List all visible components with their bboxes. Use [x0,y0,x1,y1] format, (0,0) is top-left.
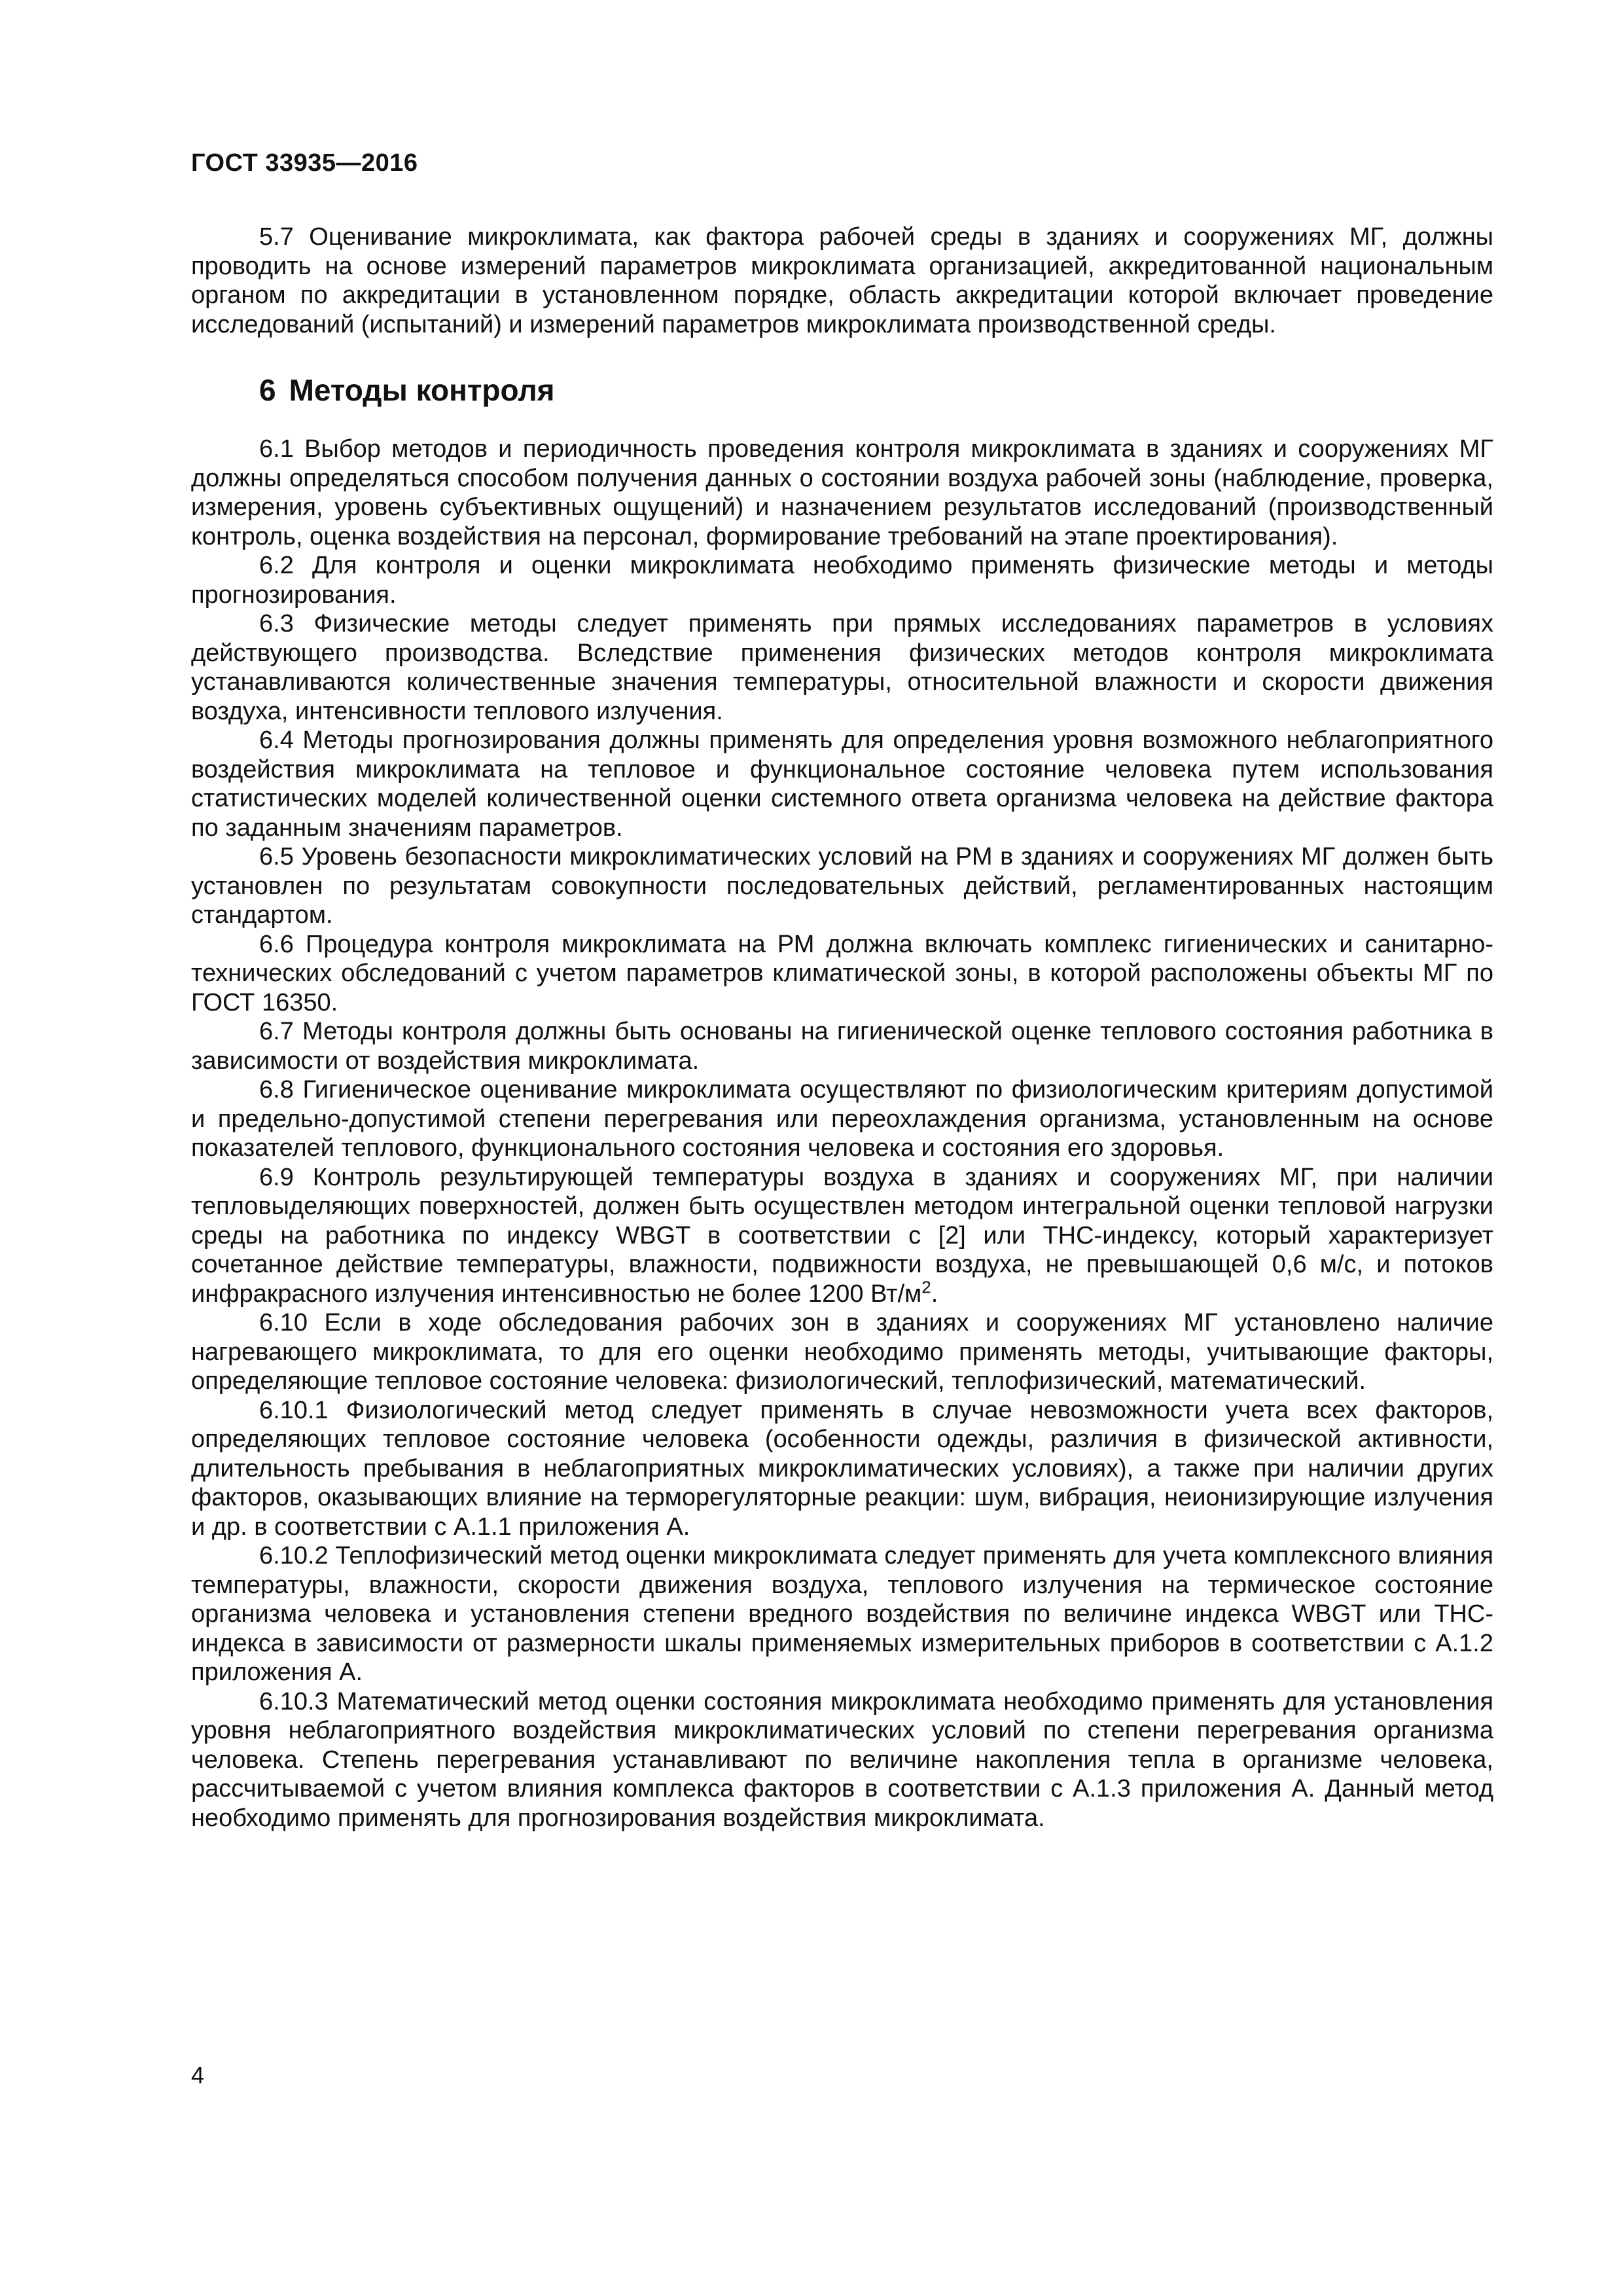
paragraph-6-10-3: 6.10.3 Математический метод оценки состояния микроклимата необходимо применять для установления уровня неблагоприятного воздействия микроклиматических условий по степени перегревания организма человека. Степень перегревания устанавливают по величине накопления тепла в организме человека, рассчитываемой с учетом влияния комплекса факторов в соответствии с А.1.3 приложения А. Данный метод необходимо применять для прогнозирования воздействия микроклимата. [191,1687,1493,1832]
paragraph-6-6: 6.6 Процедура контроля микроклимата на РМ должна включать комплекс гигиенических и санитарно-технических обследований с учетом параметров климатической зоны, в которой расположены объекты МГ по ГОСТ 16350. [191,930,1493,1016]
paragraph-6-9-text: 6.9 Контроль результирующей температуры воздуха в зданиях и сооружениях МГ, при наличии тепловыделяющих поверхностей, должен быть осуществлен методом интегральной оценки тепловой нагрузки среды на работника по индексу WBGT в соответствии с [2] или ТНС-индексу, который характеризует сочетанное действие температуры, влажности, подвижности воздуха, не превышающей 0,6 м/с, и потоков инфракрасного излучения интенсивностью не более 1200 Вт/м [191,1163,1493,1308]
paragraph-6-3: 6.3 Физические методы следует применять при прямых исследованиях параметров в условиях действующего производства. Вследствие применения физических методов контроля микроклимата устанавливаются количественные значения температуры, относительной влажности и скорости движения воздуха, интенсивности теплового излучения. [191,610,1493,725]
section-number: 6 [259,373,276,407]
paragraph-6-2: 6.2 Для контроля и оценки микроклимата необходимо применять физические методы и методы прогнозирования. [191,552,1493,609]
section-heading [259,372,1493,408]
document-code-header: ГОСТ 33935—2016 [191,149,418,177]
paragraph-6-4: 6.4 Методы прогнозирования должны применять для определения уровня возможного неблагоприятного воздействия микроклимата на тепловое и функциональное состояние человека путем использования статистических моделей количественной оценки системного ответа организма человека на действие фактора по заданным значениям параметров. [191,726,1493,842]
paragraph-6-1: 6.1 Выбор методов и периодичность проведения контроля микроклимата в зданиях и сооружениях МГ должны определяться способом получения данных о состоянии воздуха рабочей зоны (наблюдение, проверка, измерения, уровень субъективных ощущений) и назначением результатов исследований (производственный контроль, оценка воздействия на персонал, формирование требований на этапе проектирования). [191,435,1493,550]
paragraph-6-9 [191,1163,1493,1309]
paragraph-5-7: 5.7 Оценивание микроклимата, как фактора рабочей среды в зданиях и сооружениях МГ, должны проводить на основе измерений параметров микроклимата организацией, аккредитованной национальным органом по аккредитации в установленном порядке, область аккредитации которой включает проведение исследований (испытаний) и измерений параметров микроклимата производственной среды. [191,223,1493,338]
paragraph-6-9-end: . [931,1280,938,1308]
section-title: Методы контроля [289,373,555,407]
page-number: 4 [191,2062,205,2089]
paragraph-6-10-1: 6.10.1 Физиологический метод следует применять в случае невозможности учета всех факторов, определяющих тепловое состояние человека (особенности одежды, различия в физической активности, длительность пребывания в неблагоприятных микроклиматических условиях), а также при наличии других факторов, оказывающих влияние на терморегуляторные реакции: шум, вибрация, неионизирующие излучения и др. в соответствии с А.1.1 приложения А. [191,1396,1493,1541]
document-body [191,223,1493,1833]
superscript-2: 2 [921,1276,931,1297]
paragraph-6-7: 6.7 Методы контроля должны быть основаны на гигиенической оценке теплового состояния работника в зависимости от воздействия микроклимата. [191,1018,1493,1075]
paragraph-6-8: 6.8 Гигиеническое оценивание микроклимата осуществляют по физиологическим критериям допустимой и предельно-допустимой степени перегревания или переохлаждения организма, установленным на основе показателей теплового, функционального состояния человека и состояния его здоровья. [191,1076,1493,1162]
paragraph-6-10: 6.10 Если в ходе обследования рабочих зон в зданиях и сооружениях МГ установлено наличие нагревающего микроклимата, то для его оценки необходимо применять методы, учитывающие факторы, определяющие тепловое состояние человека: физиологический, теплофизический, математический. [191,1309,1493,1395]
paragraph-6-5: 6.5 Уровень безопасности микроклиматических условий на РМ в зданиях и сооружениях МГ должен быть установлен по результатам совокупности последовательных действий, регламентированных настоящим стандартом. [191,843,1493,929]
paragraph-6-10-2: 6.10.2 Теплофизический метод оценки микроклимата следует применять для учета комплексного влияния температуры, влажности, скорости движения воздуха, теплового излучения на термическое состояние организма человека и установления степени вредного воздействия по величине индекса WBGT или ТНС-индекса в зависимости от размерности шкалы применяемых измерительных приборов в соответствии с А.1.2 приложения А. [191,1542,1493,1686]
